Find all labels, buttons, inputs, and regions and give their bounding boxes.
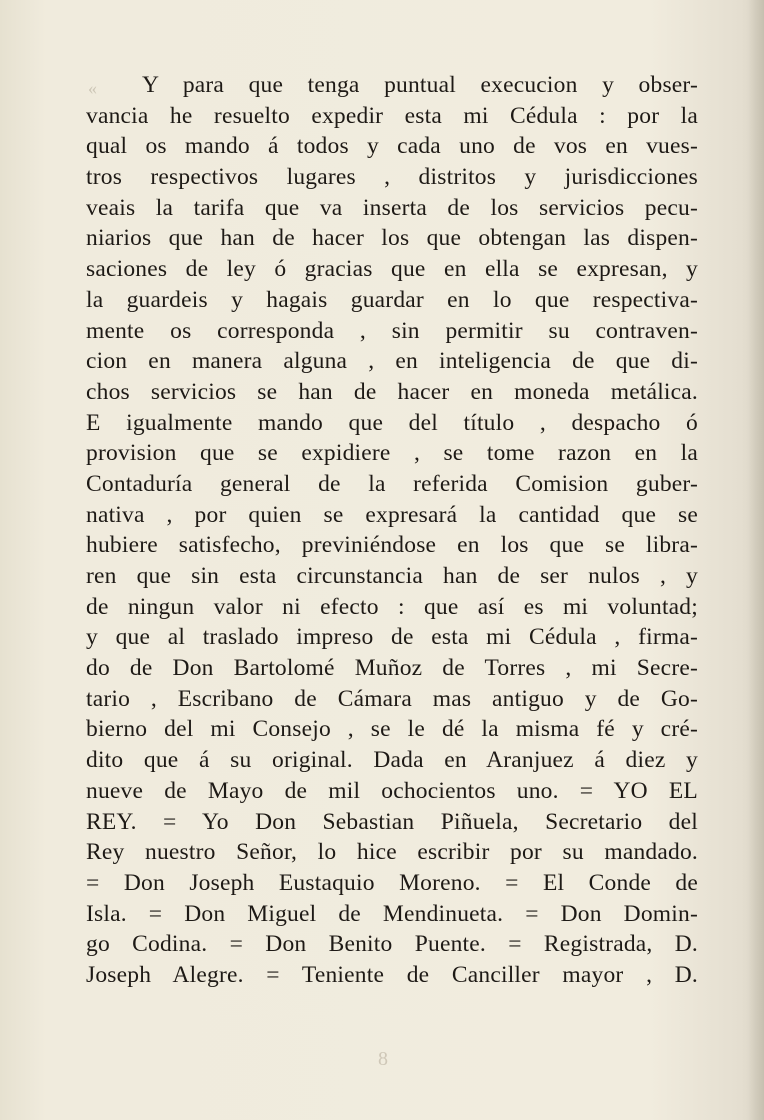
text-line: REY. = Yo Don Sebastian Piñuela, Secretario del [86,808,698,835]
marginal-quote-mark: « [88,78,97,98]
text-line: dito que á su original. Dada en Aranjuez á diez y [86,747,698,774]
text-line: qual os mando á todos y cada uno de vos en vues- [86,133,698,160]
text-line: tario , Escribano de Cámara mas antiguo y de Go- [86,685,698,712]
text-line: bierno del mi Consejo , se le dé la misma fé y cré- [86,716,698,743]
text-line: Isla. = Don Miguel de Mendinueta. = Don Domin- [86,900,698,927]
text-line: nueve de Mayo de mil ochocientos uno. = YO EL [86,777,698,804]
text-line: vancia he resuelto expedir esta mi Cédula : por la [86,102,698,129]
text-line: de ningun valor ni efecto : que así es mi voluntad; [86,593,698,620]
text-line: y que al traslado impreso de esta mi Cédula , firma- [86,624,698,651]
text-line: cion en manera alguna , en inteligencia de que di- [86,348,698,375]
document-body [86,70,698,991]
text-line: go Codina. = Don Benito Puente. = Registrada, D. [86,931,698,958]
text-line: = Don Joseph Eustaquio Moreno. = El Conde de [86,869,698,896]
text-line: Joseph Alegre. = Teniente de Canciller mayor , D. [86,961,698,988]
text-line: hubiere satisfecho, previniéndose en los que se libra- [86,532,698,559]
text-line: chos servicios se han de hacer en moneda metálica. [86,378,698,405]
text-line: Rey nuestro Señor, lo hice escribir por su mandado. [86,839,698,866]
text-line: niarios que han de hacer los que obtengan las dispen- [86,225,698,252]
text-line: mente os corresponda , sin permitir su contraven- [86,317,698,344]
text-line: ren que sin esta circunstancia han de ser nulos , y [86,563,698,589]
page-folio-number: 8 [378,1048,388,1070]
page-edge-shadow [748,0,764,1120]
text-line: Y para que tenga puntual execucion y obser- [142,72,698,98]
text-line: provision que se expidiere , se tome razon en la [86,440,698,467]
text-line: do de Don Bartolomé Muñoz de Torres , mi Secre- [86,655,698,682]
text-line: nativa , por quien se expresará la cantidad que se [86,501,698,528]
text-line: saciones de ley ó gracias que en ella se expresan, y [86,256,698,283]
text-line: Contaduría general de la referida Comision guber- [86,470,698,497]
text-line: E igualmente mando que del título , despacho ó [86,409,698,436]
text-line: la guardeis y hagais guardar en lo que respectiva- [86,286,698,313]
text-line: veais la tarifa que va inserta de los servicios pecu- [86,194,698,221]
text-line: tros respectivos lugares , distritos y jurisdicciones [86,164,698,191]
